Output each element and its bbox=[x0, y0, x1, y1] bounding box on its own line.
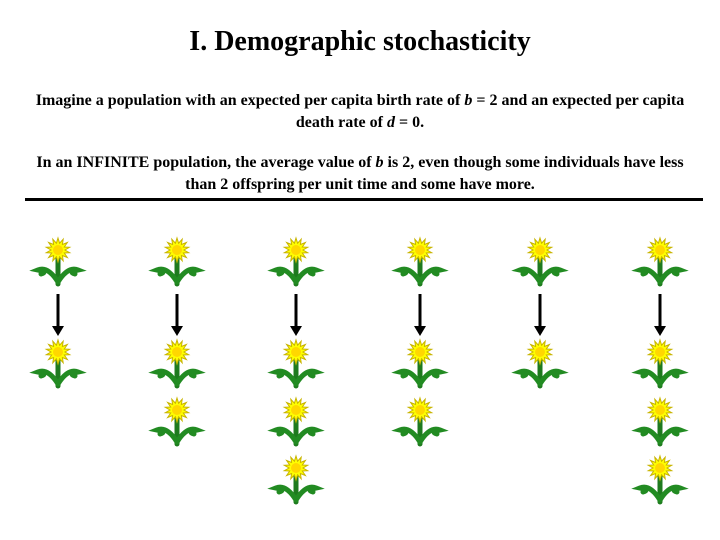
flower-leaf-left bbox=[157, 429, 177, 442]
flower-leaf-left bbox=[520, 269, 540, 282]
generation-arrow-1 bbox=[52, 294, 64, 336]
offspring-flower-1-1 bbox=[38, 340, 78, 386]
flower-leaf-left bbox=[38, 371, 58, 384]
offspring-flower-3-1 bbox=[276, 340, 316, 386]
flower-center bbox=[415, 405, 425, 415]
offspring-flower-2-2 bbox=[157, 398, 197, 444]
flower-leaf-left bbox=[640, 371, 660, 384]
death-rate-symbol: d bbox=[386, 114, 395, 131]
intro-text-2: = 2 and an expected per capita death rate of bbox=[295, 92, 685, 131]
offspring-flower-4-2 bbox=[400, 398, 440, 444]
generation-arrow-4 bbox=[414, 294, 426, 336]
flower-center bbox=[415, 347, 425, 357]
flower-leaf-right bbox=[660, 429, 680, 442]
flower-center bbox=[172, 405, 182, 415]
flower-leaf-right bbox=[540, 269, 560, 282]
flower-leaf-right bbox=[660, 487, 680, 500]
parent-flower-5 bbox=[520, 238, 560, 284]
parent-flower-2 bbox=[157, 238, 197, 284]
flower-leaf-left bbox=[276, 371, 296, 384]
flower-center bbox=[535, 347, 545, 357]
offspring-flower-3-2 bbox=[276, 398, 316, 444]
parent-flower-1 bbox=[38, 238, 78, 284]
flower-center bbox=[655, 463, 665, 473]
arrow-head bbox=[290, 326, 302, 336]
infinite-text-1: In an INFINITE population, the average value of bbox=[36, 154, 376, 171]
generation-arrow-5 bbox=[534, 294, 546, 336]
flower-leaf-left bbox=[276, 429, 296, 442]
arrow-head bbox=[534, 326, 546, 336]
flower-center bbox=[655, 245, 665, 255]
flower-leaf-right bbox=[58, 269, 78, 282]
flower-center bbox=[291, 405, 301, 415]
offspring-flower-6-3 bbox=[640, 456, 680, 502]
flower-leaf-left bbox=[400, 269, 420, 282]
flower-leaf-left bbox=[157, 269, 177, 282]
parent-flower-6 bbox=[640, 238, 680, 284]
flower-leaf-right bbox=[660, 371, 680, 384]
birth-rate-symbol-2: b bbox=[375, 154, 384, 171]
flower-leaf-left bbox=[520, 371, 540, 384]
flower-leaf-right bbox=[296, 371, 316, 384]
flower-leaf-left bbox=[276, 269, 296, 282]
flower-leaf-left bbox=[640, 487, 660, 500]
generation-arrow-2 bbox=[171, 294, 183, 336]
flower-leaf-right bbox=[177, 269, 197, 282]
offspring-flower-6-2 bbox=[640, 398, 680, 444]
flower-leaf-right bbox=[296, 429, 316, 442]
infinite-text-2: is 2, even though some individuals have less than 2 offspring per unit time and some have more. bbox=[185, 154, 684, 193]
generation-arrow-3 bbox=[290, 294, 302, 336]
slide-title: I. Demographic stochasticity bbox=[189, 26, 531, 57]
flower-center bbox=[655, 405, 665, 415]
flower-leaf-left bbox=[38, 269, 58, 282]
flower-center bbox=[291, 347, 301, 357]
flower-center bbox=[53, 245, 63, 255]
arrow-head bbox=[654, 326, 666, 336]
intro-text-1: Imagine a population with an expected per capita birth rate of bbox=[35, 92, 465, 109]
offspring-flower-2-1 bbox=[157, 340, 197, 386]
flower-center bbox=[655, 347, 665, 357]
flower-center bbox=[172, 347, 182, 357]
offspring-flower-6-1 bbox=[640, 340, 680, 386]
flower-center bbox=[291, 463, 301, 473]
flower-leaf-right bbox=[420, 371, 440, 384]
offspring-flower-5-1 bbox=[520, 340, 560, 386]
flower-leaf-left bbox=[276, 487, 296, 500]
offspring-flower-3-3 bbox=[276, 456, 316, 502]
offspring-flower-4-1 bbox=[400, 340, 440, 386]
flower-center bbox=[172, 245, 182, 255]
flower-leaf-left bbox=[400, 371, 420, 384]
birth-rate-symbol: b bbox=[464, 92, 473, 109]
generation-arrow-6 bbox=[654, 294, 666, 336]
flower-leaf-right bbox=[296, 269, 316, 282]
flower-leaf-left bbox=[157, 371, 177, 384]
flower-leaf-right bbox=[540, 371, 560, 384]
arrow-head bbox=[171, 326, 183, 336]
flower-leaf-right bbox=[660, 269, 680, 282]
flower-leaf-right bbox=[58, 371, 78, 384]
arrow-head bbox=[414, 326, 426, 336]
arrow-head bbox=[52, 326, 64, 336]
flower-leaf-right bbox=[296, 487, 316, 500]
flower-leaf-right bbox=[177, 371, 197, 384]
flower-center bbox=[535, 245, 545, 255]
flower-center bbox=[415, 245, 425, 255]
parent-flower-4 bbox=[400, 238, 440, 284]
flower-center bbox=[53, 347, 63, 357]
flower-leaf-left bbox=[400, 429, 420, 442]
flower-center bbox=[291, 245, 301, 255]
intro-text-3: = 0. bbox=[394, 114, 425, 131]
flower-leaf-left bbox=[640, 269, 660, 282]
flower-leaf-right bbox=[420, 429, 440, 442]
parent-flower-3 bbox=[276, 238, 316, 284]
flower-leaf-right bbox=[420, 269, 440, 282]
flower-leaf-right bbox=[177, 429, 197, 442]
flower-leaf-left bbox=[640, 429, 660, 442]
